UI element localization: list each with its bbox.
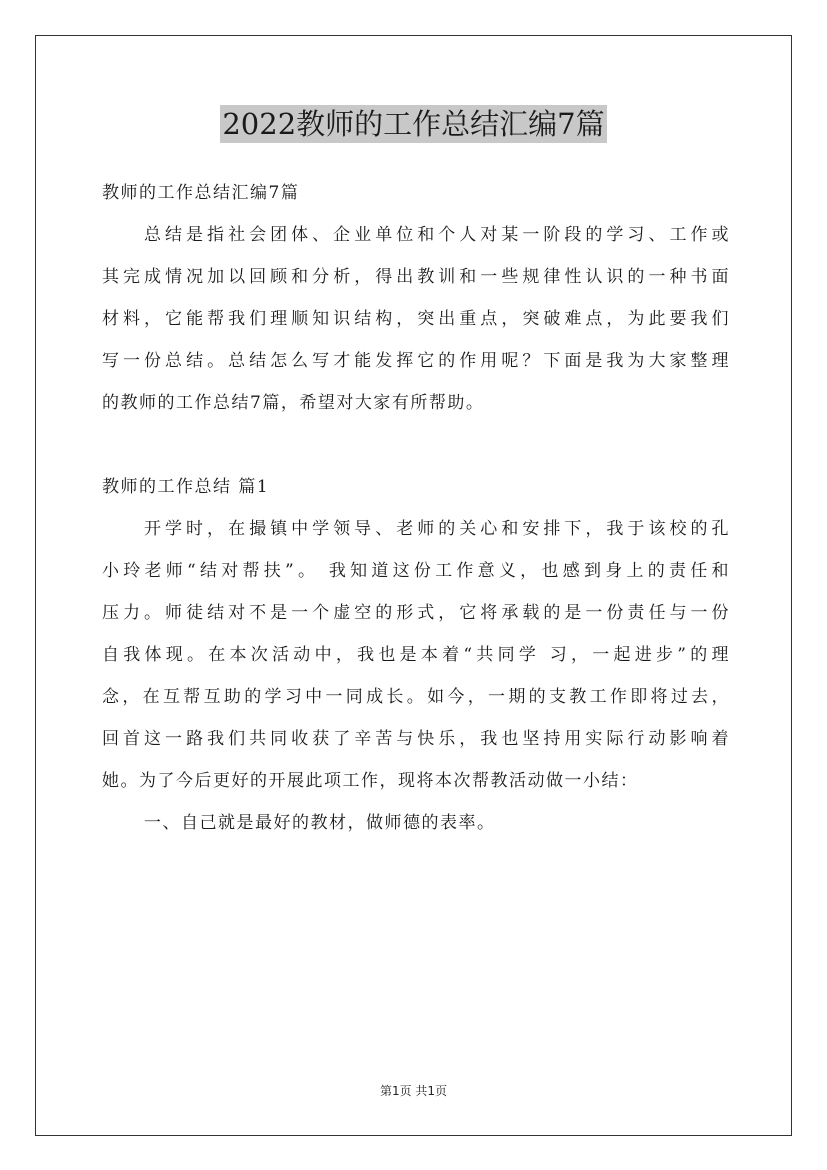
paragraph-gap <box>102 424 730 466</box>
document-subtitle: 教师的工作总结汇编7篇 <box>102 183 300 203</box>
intro-line: 其完成情况加以回顾和分析，得出教训和一些规律性认识的一种书面 <box>102 267 730 287</box>
document-title-text: 2022教师的工作总结汇编7篇 <box>222 107 605 141</box>
document-body <box>102 172 730 844</box>
section-line: 念，在互帮互助的学习中一同成长。如今，一期的支教工作即将过去， <box>102 687 730 707</box>
section-line: 压力。师徒结对不是一个虚空的形式，它将承载的是一份责任与一份 <box>102 603 730 623</box>
intro-line: 写一份总结。总结怎么写才能发挥它的作用呢？下面是我为大家整理 <box>102 351 730 371</box>
intro-line: 总结是指社会团体、企业单位和个人对某一阶段的学习、工作或 <box>144 225 730 245</box>
section-line: 她。为了今后更好的开展此项工作，现将本次帮教活动做一小结： <box>102 771 639 791</box>
section-line: 小玲老师“结对帮扶”。 我知道这份工作意义，也感到身上的责任和 <box>102 561 730 581</box>
document-title <box>0 104 827 143</box>
section-line: 回首这一路我们共同收获了辛苦与快乐，我也坚持用实际行动影响着 <box>102 729 730 749</box>
section-line: 自我体现。在本次活动中，我也是本着“共同学 习，一起进步”的理 <box>102 645 730 665</box>
point-heading: 一、自己就是最好的教材，做师德的表率。 <box>144 813 496 833</box>
section-line: 开学时，在撮镇中学领导、老师的关心和安排下，我于该校的孔 <box>144 519 730 539</box>
intro-line: 的教师的工作总结7篇，希望对大家有所帮助。 <box>102 393 485 413</box>
intro-line: 材料，它能帮我们理顺知识结构，突出重点，突破难点，为此要我们 <box>102 309 730 329</box>
page-footer: 第1页 共1页 <box>379 1084 448 1098</box>
section-heading: 教师的工作总结 篇1 <box>102 477 270 497</box>
